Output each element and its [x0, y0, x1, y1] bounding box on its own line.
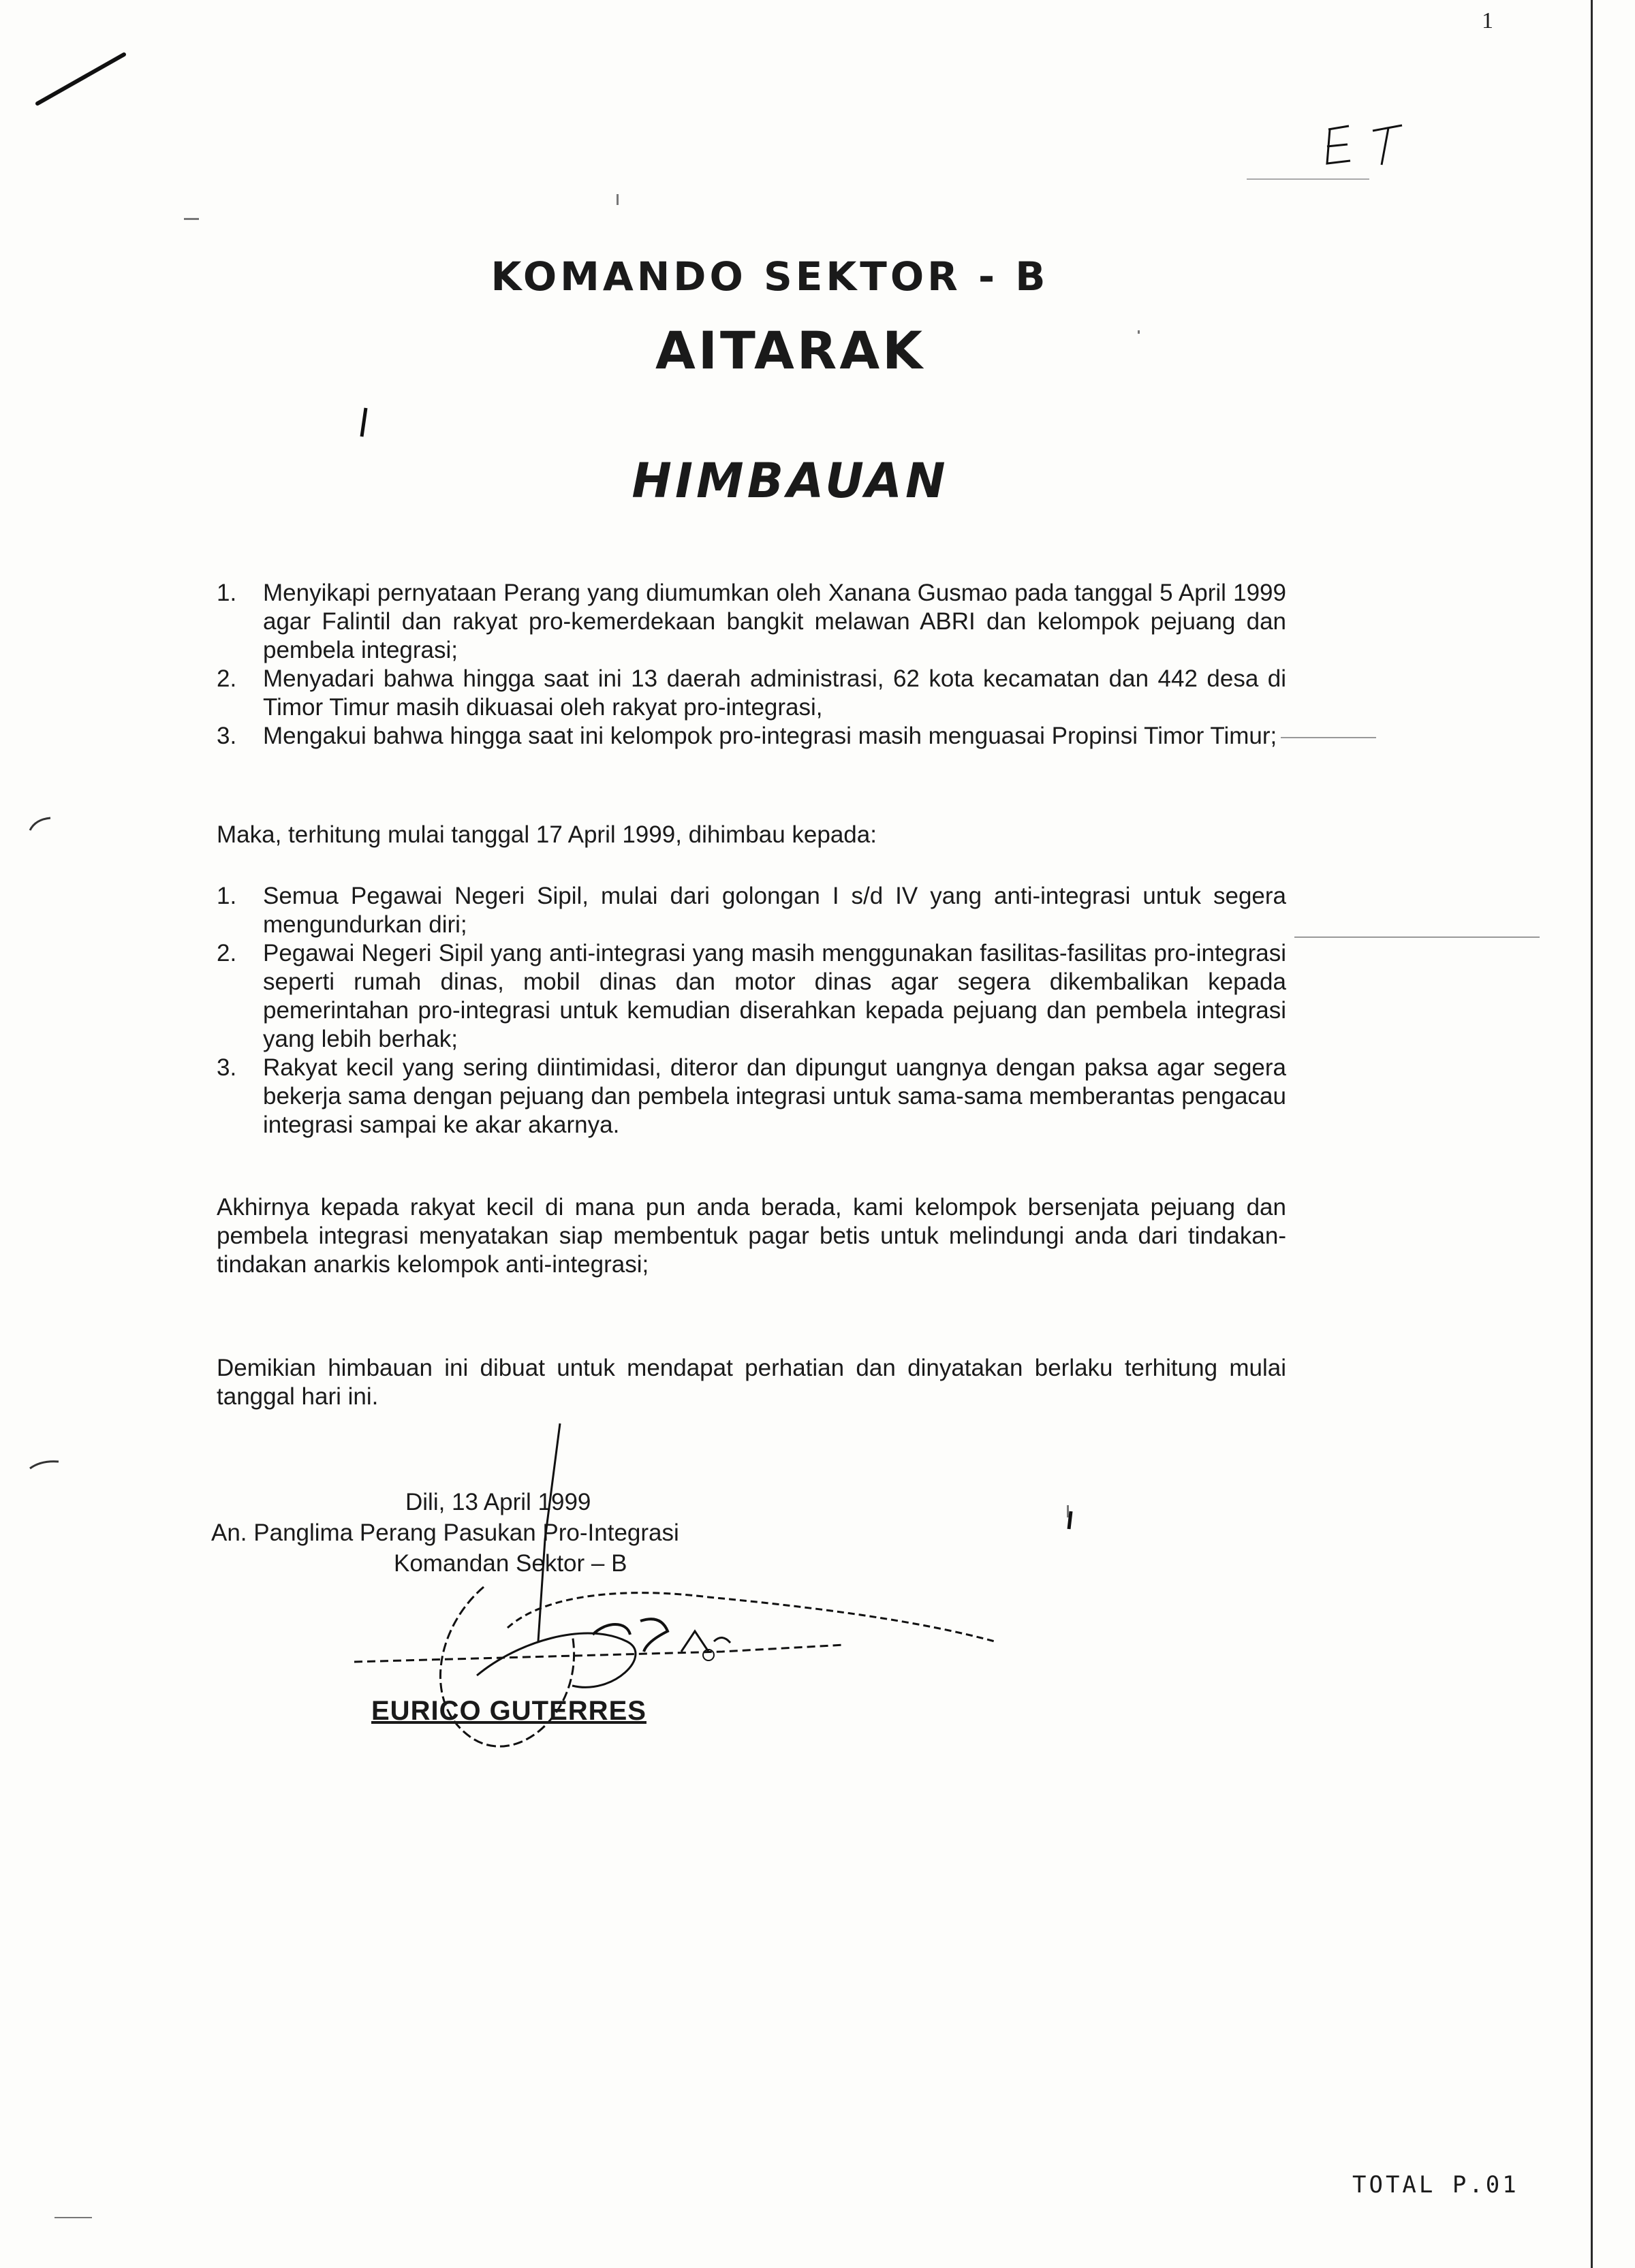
list-item	[217, 882, 1286, 939]
closing-paragraph: Akhirnya kepada rakyat kecil di mana pun anda berada, kami kelompok bersenjata pejuang dan pembela integrasi menyatakan siap membentuk pagar betis untuk melindungi anda dari tindakan-tindakan anarkis kelompok anti-integrasi;	[217, 1194, 1286, 1278]
fax-page-total: TOTAL P.01	[1352, 2171, 1519, 2199]
signature-role-line1: An. Panglima Perang Pasukan Pro-Integrasi	[211, 1519, 679, 1546]
item-text: Rakyat kecil yang sering diintimidasi, diteror dan dipungut uangnya dengan paksa agar segera bekerja sama dengan pejuang dan pembela integrasi untuk sama-sama memberantas pengacau integrasi sampai ke akar akarnya.	[263, 1054, 1286, 1138]
intro-text: Maka, terhitung mulai tanggal 17 April 1999, dihimbau kepada:	[217, 821, 877, 848]
scan-speck	[1294, 936, 1540, 938]
list-item	[217, 939, 1286, 1054]
scan-speck	[54, 2217, 92, 2218]
item-number: 3.	[217, 723, 237, 749]
list-item	[217, 579, 1286, 665]
item-text: Mengakui bahwa hingga saat ini kelompok pro-integrasi masih menguasai Propinsi Timor Timur;	[263, 723, 1277, 749]
appeals-list	[217, 882, 1286, 1139]
scan-speck	[1247, 178, 1369, 180]
stray-pen-stroke	[34, 48, 129, 109]
item-text: Menyikapi pernyataan Perang yang diumumkan oleh Xanana Gusmao pada tanggal 5 April 1999 agar Falintil dan rakyat pro-kemerdekaan bangkit melawan ABRI dan kelompok pejuang dan pembela integrasi;	[263, 580, 1286, 663]
scan-speck	[184, 218, 199, 220]
document-title: HIMBAUAN	[632, 453, 949, 509]
final-paragraph: Demikian himbauan ini dibuat untuk mendapat perhatian dan dinyatakan berlaku terhitung mulai tanggal hari ini.	[217, 1355, 1286, 1410]
header-organization: AITARAK	[655, 320, 926, 381]
handwritten-initials-image	[1308, 116, 1424, 177]
considerations-list	[217, 579, 1286, 751]
item-number: 3.	[217, 1054, 237, 1081]
margin-mark	[27, 1458, 61, 1471]
tick-mark	[1064, 1509, 1078, 1532]
signature-role-line2: Komandan Sektor – B	[394, 1550, 627, 1577]
margin-mark	[358, 405, 371, 439]
list-item	[217, 722, 1286, 751]
item-text: Semua Pegawai Negeri Sipil, mulai dari golongan I s/d IV yang anti-integrasi untuk segera mengundurkan diri;	[263, 883, 1286, 938]
list-item	[217, 665, 1286, 722]
scan-speck	[1281, 737, 1376, 738]
item-text: Pegawai Negeri Sipil yang anti-integrasi yang masih menggunakan fasilitas-fasilitas pro-integrasi seperti rumah dinas, mobil dinas dan motor dinas agar segera dikembalikan kepada pemerintahan pro-integrasi untuk kemudian diserahkan kepada pejuang dan pembela integrasi yang lebih berhak;	[263, 940, 1286, 1052]
item-number: 1.	[217, 580, 237, 606]
signature-place-date: Dili, 13 April 1999	[405, 1489, 591, 1515]
item-number: 1.	[217, 883, 237, 909]
margin-mark	[27, 814, 54, 834]
list-item	[217, 1054, 1286, 1139]
item-text: Menyadari bahwa hingga saat ini 13 daerah administrasi, 62 kota kecamatan dan 442 desa di Timor Timur masih dikuasai oleh rakyat pro-integrasi,	[263, 665, 1286, 721]
page-corner-mark: 1	[1482, 8, 1493, 33]
signatory-name: EURICO GUTERRES	[371, 1696, 647, 1726]
item-number: 2.	[217, 940, 237, 966]
header-sector: KOMANDO SEKTOR - B	[490, 253, 1049, 300]
scan-speck	[617, 194, 619, 205]
item-number: 2.	[217, 665, 237, 692]
